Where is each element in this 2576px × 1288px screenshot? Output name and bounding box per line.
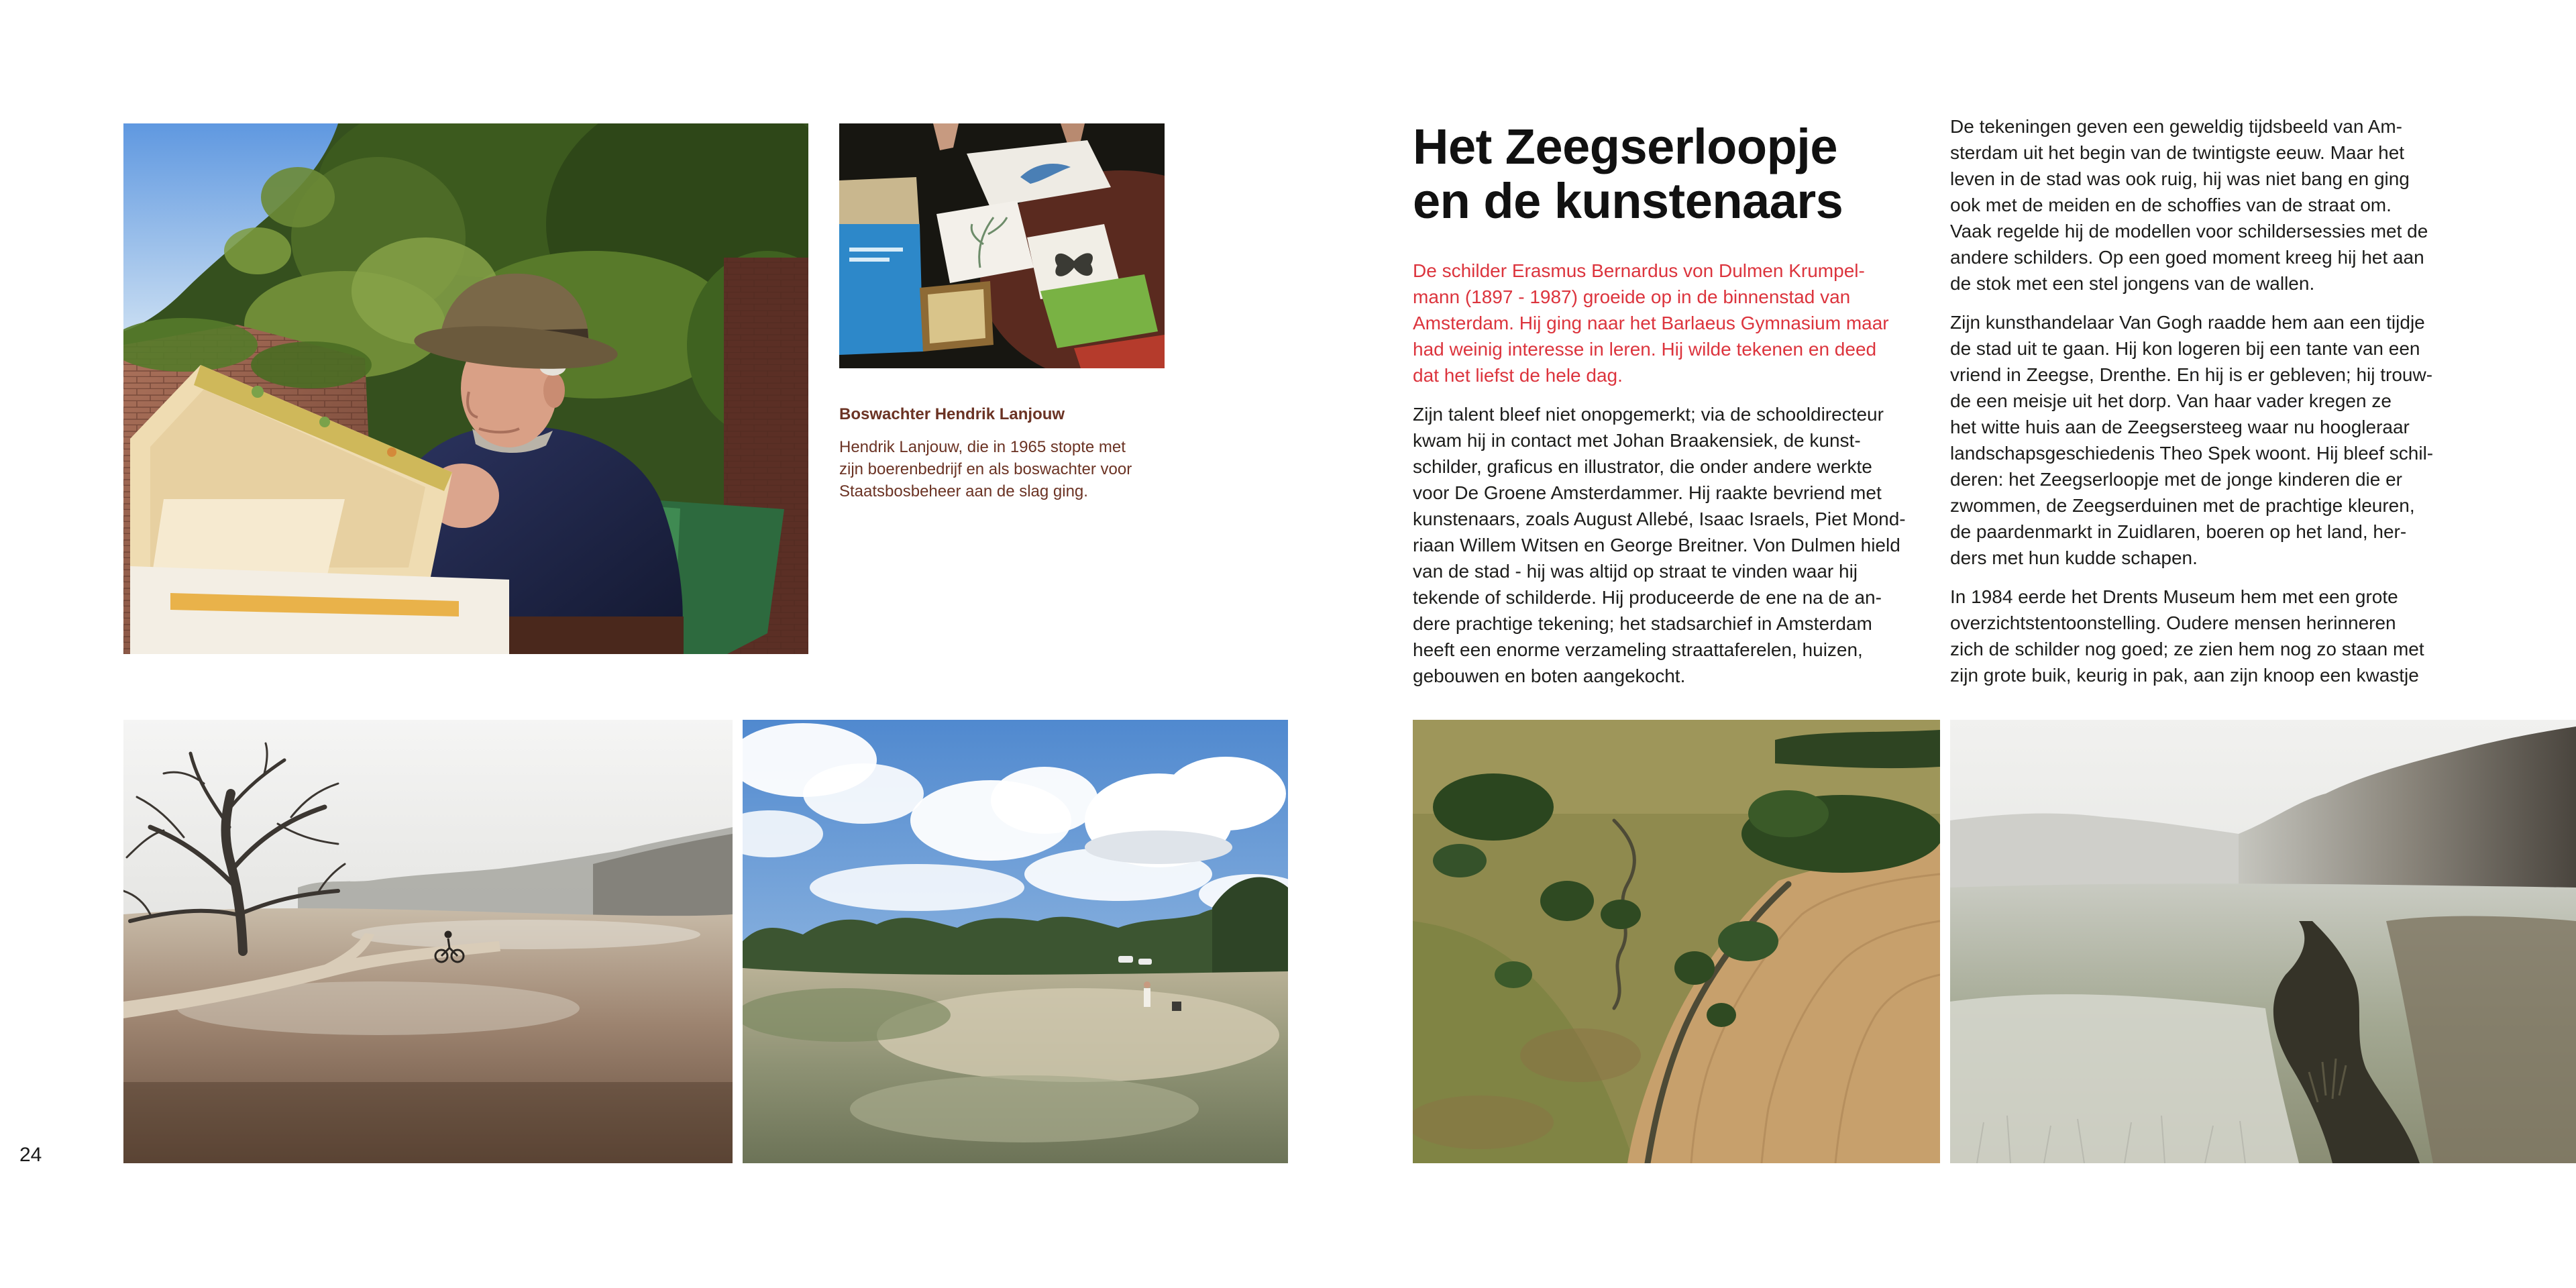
- body-line: zich de schilder nog goed; ze zien hem nog zo staan met: [1950, 639, 2424, 659]
- body-line: overzichtstentoonstelling. Oudere mensen herinneren: [1950, 612, 2396, 633]
- title-line: Het Zeegserloopje: [1413, 119, 1838, 174]
- intro-line: had weinig interesse in leren. Hij wilde tekenen en deed: [1413, 339, 1877, 360]
- body-line: de een meisje uit het dorp. Van haar vader kregen ze: [1950, 390, 2392, 411]
- body-line: andere schilders. Op een goed moment kreeg hij het aan: [1950, 247, 2424, 268]
- body-paragraph: [1950, 309, 2460, 571]
- frosted-grass: [1950, 994, 2299, 1163]
- intro-line: dat het liefst de hele dag.: [1413, 365, 1623, 386]
- treeline: [1775, 730, 1940, 768]
- body-line: het witte huis aan de Zeegsersteeg waar nu hoogleraar: [1950, 417, 2410, 437]
- body-line: De tekeningen geven een geweldig tijdsbeeld van Am-: [1950, 116, 2403, 137]
- text-column-1: [1413, 258, 1923, 689]
- photo-foggy-stream: [1950, 720, 2576, 1163]
- intro-paragraph: [1413, 258, 1923, 388]
- page-number: 24: [19, 1144, 42, 1166]
- body-line: kunstenaars, zoals August Allebé, Isaac Israels, Piet Mond-: [1413, 508, 1906, 529]
- body-line: de stad uit te gaan. Hij kon logeren bij een tante van een: [1950, 338, 2420, 359]
- intro-line: mann (1897 - 1987) groeide op in de binnenstad van: [1413, 286, 1851, 307]
- body-line: voor De Groene Amsterdammer. Hij raakte bevriend met: [1413, 482, 1882, 503]
- body-line: riaan Willem Witsen en George Breitner. Von Dulmen hield: [1413, 535, 1900, 555]
- body-line: vriend in Zeegse, Drenthe. En hij is er gebleven; hij trouw-: [1950, 364, 2433, 385]
- body-paragraph: [1950, 113, 2460, 297]
- body-line: zijn grote buik, keurig in pak, aan zijn knoop een kwastje: [1950, 665, 2419, 686]
- body-line: gebouwen en boten aangekocht.: [1413, 665, 1686, 686]
- body-line: van de stad - hij was altijd op straat te vinden waar hij: [1413, 561, 1858, 582]
- photo-booklets-on-table: [839, 123, 1165, 368]
- blue-book: [839, 224, 923, 355]
- intro-line: De schilder Erasmus Bernardus von Dulmen Krumpel-: [1413, 260, 1865, 281]
- photo-aerial-stream-valley: [1413, 720, 1940, 1163]
- body-line: Zijn kunsthandelaar Van Gogh raadde hem aan een tijdje: [1950, 312, 2425, 333]
- photo-forester-with-box: [123, 123, 808, 654]
- body-line: heeft een enorme verzameling straattaferelen, huizen,: [1413, 639, 1863, 660]
- body-line: de stok met een stel jongens van de wallen.: [1950, 273, 2315, 294]
- photo-caption: [839, 405, 1188, 502]
- title-line: en de kunstenaars: [1413, 173, 1843, 229]
- intro-line: Amsterdam. Hij ging naar het Barlaeus Gymnasium maar: [1413, 313, 1889, 333]
- body-line: tekende of schilderde. Hij produceerde de ene na de an-: [1413, 587, 1882, 608]
- caption-line: Hendrik Lanjouw, die in 1965 stopte met: [839, 438, 1126, 456]
- body-line: Vaak regelde hij de modellen voor schildersessies met de: [1950, 221, 2428, 241]
- text-column-2: [1950, 113, 2460, 701]
- body-line: In 1984 eerde het Drents Museum hem met een grote: [1950, 586, 2398, 607]
- body-line: kwam hij in contact met Johan Braakensiek, de kunst-: [1413, 430, 1861, 451]
- photo-heath-with-clouds: [743, 720, 1288, 1163]
- body-paragraph: [1413, 401, 1923, 689]
- body-line: landschapsgeschiedenis Theo Spek woont. Hij bleef schil-: [1950, 443, 2434, 464]
- article-title: [1413, 119, 1843, 228]
- photo-frosty-heath-tree: [123, 720, 733, 1163]
- body-line: dere prachtige tekening; het stadsarchief in Amsterdam: [1413, 613, 1872, 634]
- body-line: leven in de stad was ook ruig, hij was niet bang en ging: [1950, 168, 2410, 189]
- body-line: ook met de meiden en de schoffies van de straat om.: [1950, 195, 2392, 215]
- caption-title: Boswachter Hendrik Lanjouw: [839, 405, 1065, 423]
- body-line: Zijn talent bleef niet onopgemerkt; via de schooldirecteur: [1413, 404, 1884, 425]
- caption-line: zijn boerenbedrijf en als boswachter voor: [839, 460, 1132, 478]
- caption-text: [839, 436, 1188, 502]
- body-line: zwommen, de Zeegserduinen met de prachtige kleuren,: [1950, 495, 2415, 516]
- body-line: sterdam uit het begin van de twintigste eeuw. Maar het: [1950, 142, 2405, 163]
- caption-line: Staatsbosbeheer aan de slag ging.: [839, 482, 1088, 500]
- body-line: ders met hun kudde schapen.: [1950, 547, 2198, 568]
- body-line: deren: het Zeegserloopje met de jonge kinderen die er: [1950, 469, 2402, 490]
- small-box: [920, 281, 994, 352]
- body-line: schilder, graficus en illustrator, die onder andere werkte: [1413, 456, 1872, 477]
- body-paragraph: [1950, 584, 2460, 688]
- body-line: de paardenmarkt in Zuidlaren, boeren op het land, her-: [1950, 521, 2407, 542]
